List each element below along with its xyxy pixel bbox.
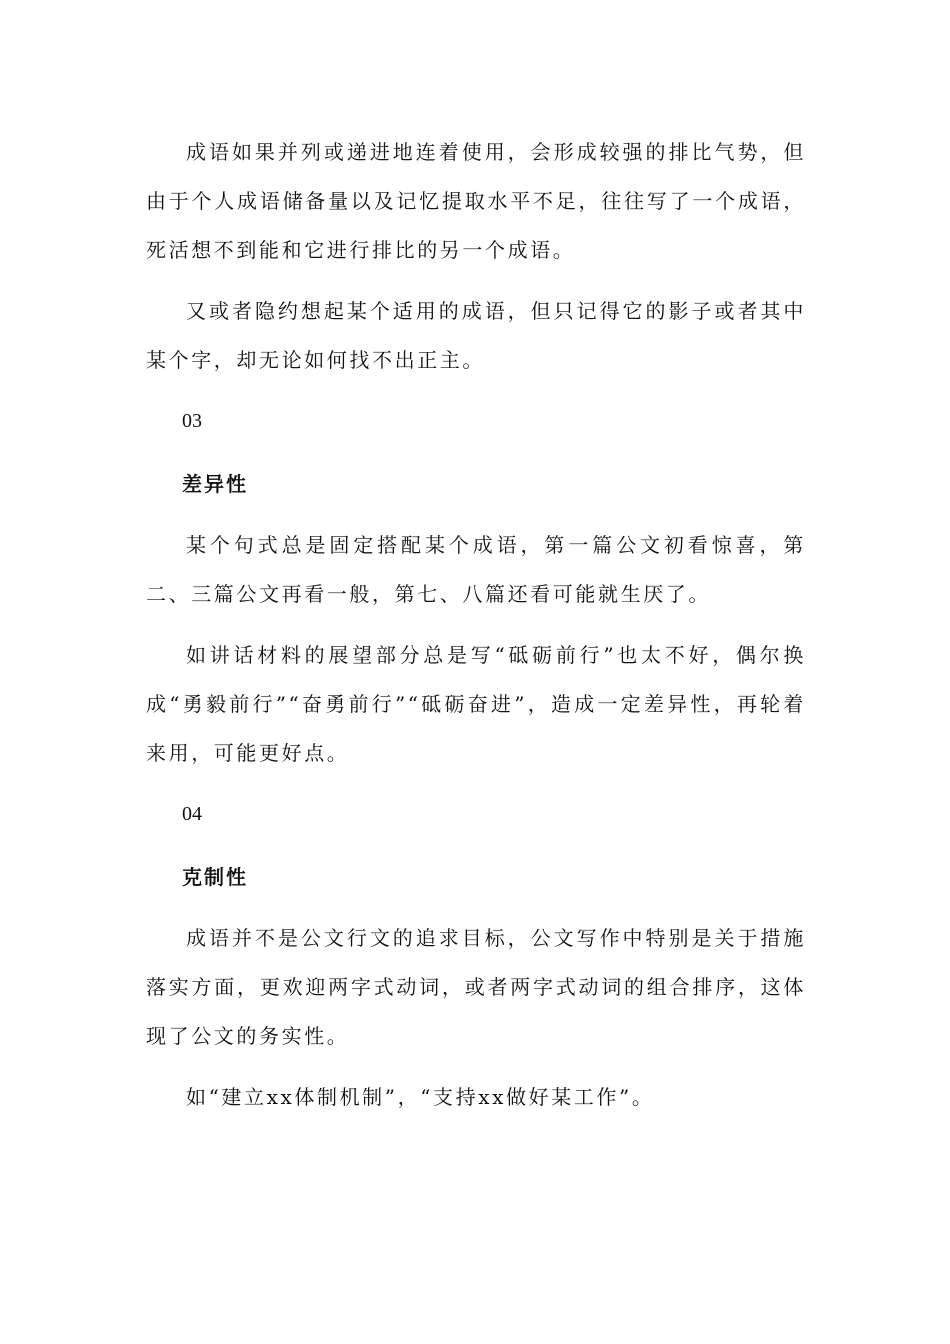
section3-paragraph-1: 某个句式总是固定搭配某个成语，第一篇公文初看惊喜，第二、三篇公文再看一般，第七、八篇还看可能就生厌了。	[146, 533, 806, 606]
intro-paragraph-2: 又或者隐约想起某个适用的成语，但只记得它的影子或者其中某个字，却无论如何找不出正主。	[146, 299, 806, 372]
section-number-03: 03	[182, 410, 202, 432]
section4-paragraph-1: 成语并不是公文行文的追求目标，公文写作中特别是关于措施落实方面，更欢迎两字式动词，或者两字式动词的组合排序，这体现了公文的务实性。	[146, 926, 806, 1048]
section-title-restraint: 克制性	[182, 865, 248, 889]
section-title-difference: 差异性	[182, 472, 248, 496]
section4-paragraph-2: 如“建立xx体制机制”，“支持xx做好某工作”。	[186, 1085, 655, 1109]
intro-paragraph-1: 成语如果并列或递进地连着使用，会形成较强的排比气势，但由于个人成语储备量以及记忆提取水平不足，往往写了一个成语，死活想不到能和它进行排比的另一个成语。	[146, 140, 806, 262]
section-number-04: 04	[182, 803, 202, 825]
document-body	[146, 128, 806, 1134]
section3-paragraph-2: 如讲话材料的展望部分总是写“砥砺前行”也太不好，偶尔换成“勇毅前行”“奋勇前行”“砥砺奋进”，造成一定差异性，再轮着来用，可能更好点。	[146, 643, 806, 765]
